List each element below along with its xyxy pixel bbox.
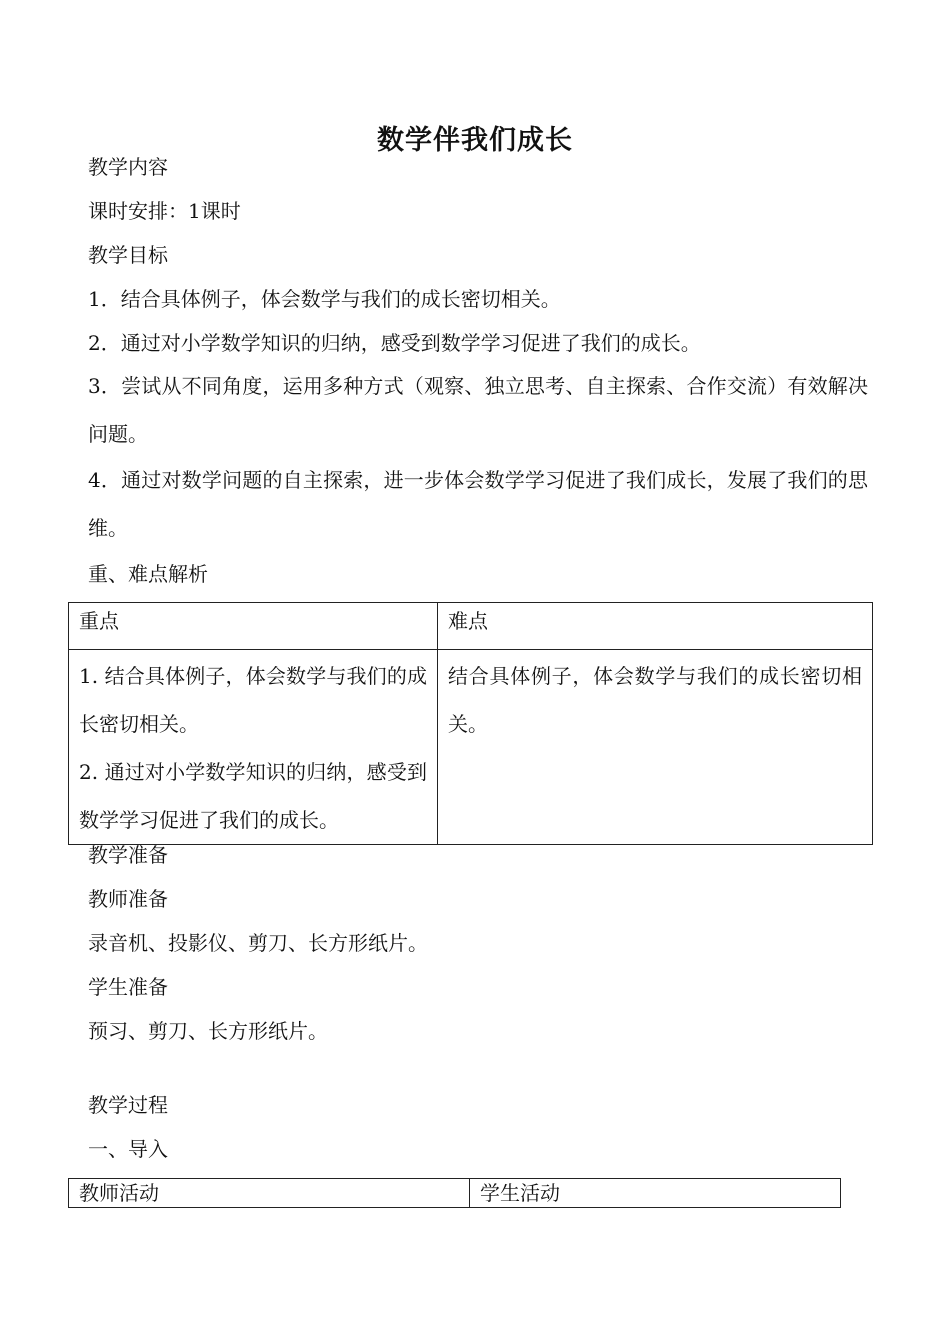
prep-heading: 教学准备: [88, 843, 168, 867]
objective-item-1: 1．结合具体例子，体会数学与我们的成长密切相关。: [88, 287, 561, 311]
key-points-heading: 重、难点解析: [88, 562, 208, 586]
key-point-item-1: 1. 结合具体例子，体会数学与我们的成长密切相关。: [79, 664, 427, 736]
key-point-item-2: 2. 通过对小学数学知识的归纳，感受到数学学习促进了我们的成长。: [79, 760, 427, 832]
objectives-heading: 教学目标: [88, 243, 168, 267]
schedule-line: 课时安排：1课时: [88, 199, 241, 223]
key-points-header: 重点: [69, 603, 438, 650]
difficulty-header: 难点: [438, 603, 873, 650]
objective-item-2: 2．通过对小学数学知识的归纳，感受到数学学习促进了我们的成长。: [88, 331, 701, 355]
difficulty-cell: [438, 650, 873, 845]
activity-table: [68, 1178, 841, 1208]
teacher-prep-text: 录音机、投影仪、剪刀、长方形纸片。: [88, 931, 428, 955]
difficulty-text: 结合具体例子，体会数学与我们的成长密切相关。: [448, 664, 862, 736]
teacher-activity-header: 教师活动: [69, 1179, 470, 1208]
process-heading: 教学过程: [88, 1093, 168, 1117]
teacher-prep-heading: 教师准备: [88, 887, 168, 911]
content-heading: 教学内容: [88, 155, 168, 179]
key-points-table: [68, 602, 873, 845]
student-activity-header: 学生活动: [470, 1179, 841, 1208]
objective-item-3: 3．尝试从不同角度，运用多种方式（观察、独立思考、自主探索、合作交流）有效解决问题。: [88, 374, 868, 446]
student-prep-heading: 学生准备: [88, 975, 168, 999]
student-prep-text: 预习、剪刀、长方形纸片。: [88, 1019, 328, 1043]
document-title: 数学伴我们成长: [377, 125, 573, 156]
key-points-cell: [69, 650, 438, 845]
section-one-heading: 一、导入: [88, 1137, 168, 1161]
objective-item-4: 4．通过对数学问题的自主探索，进一步体会数学学习促进了我们成长，发展了我们的思维。: [88, 468, 868, 540]
